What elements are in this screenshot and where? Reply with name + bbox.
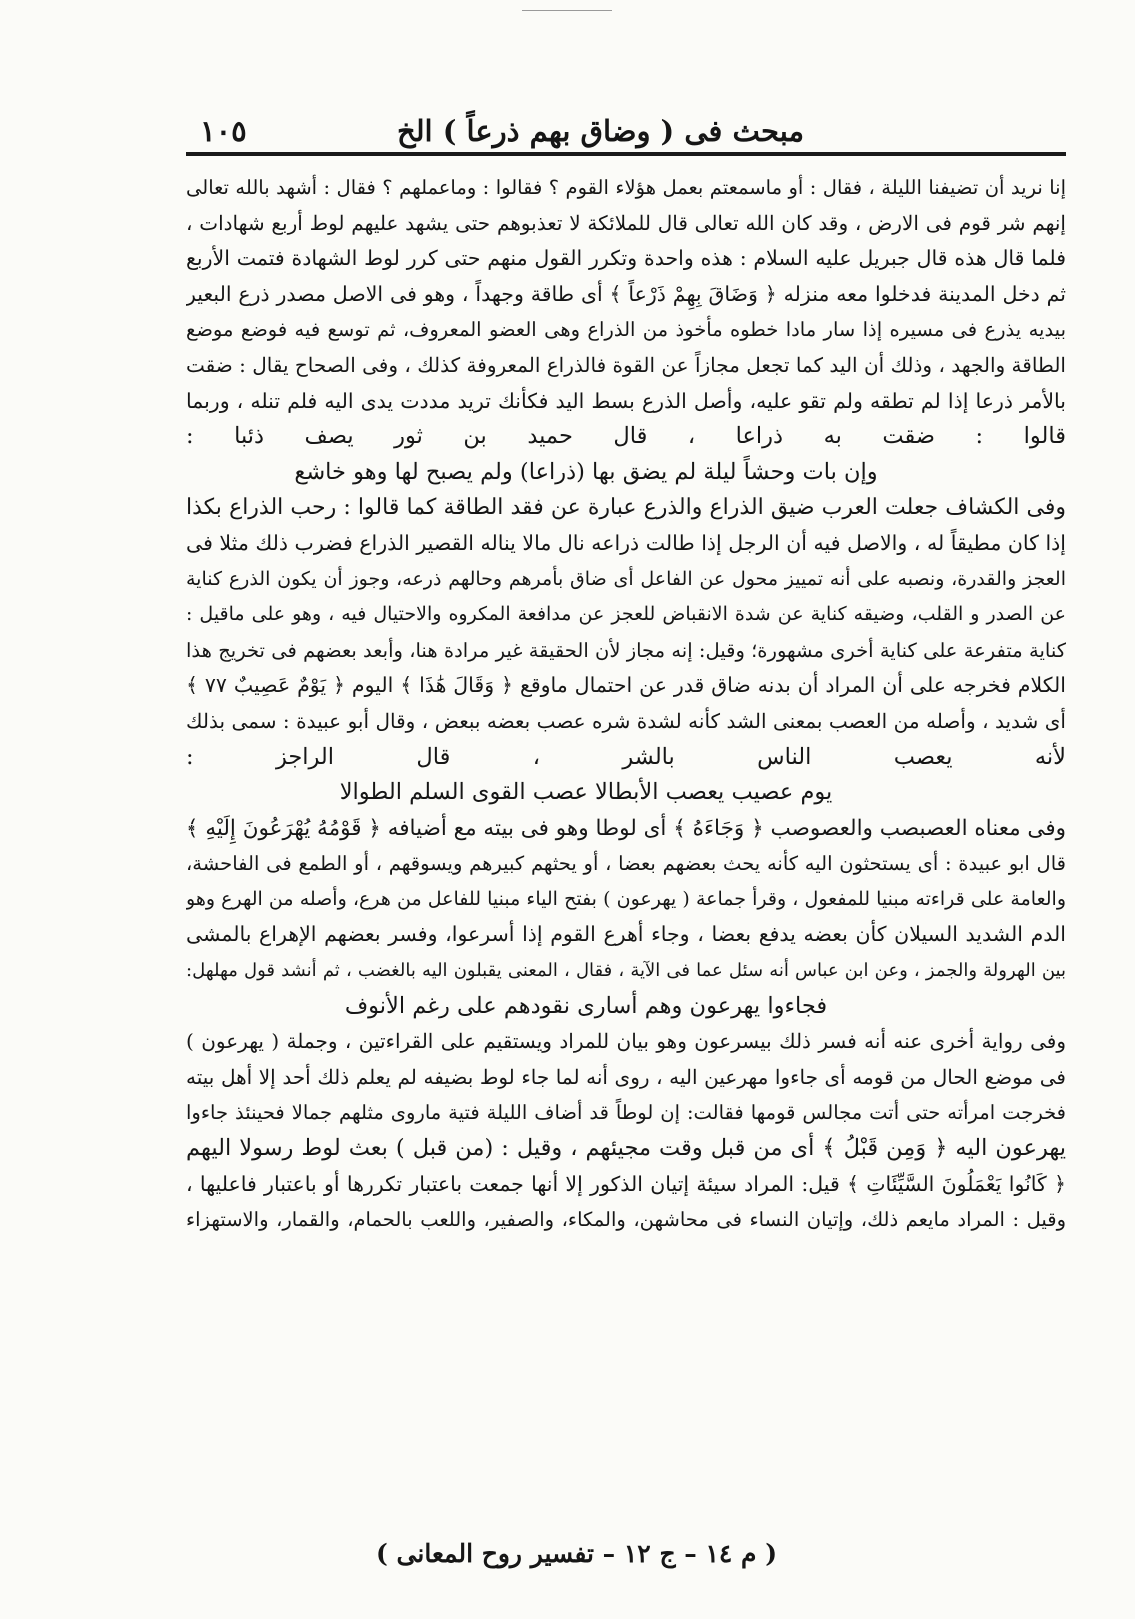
poetry-verse: فجاءوا يهرعون وهم أسارى نقودهم على رغم الأنوف bbox=[344, 992, 828, 1019]
text-line: عن الصدر و القلب، وضيقه كناية عن شدة الانقباض للعجز عن مدافعة المكروه والاحتيال فيه ، وهو على ماقيل : bbox=[186, 603, 1066, 626]
page-header bbox=[186, 108, 1066, 156]
text-line: إنهم شر قوم فى الارض ، وقد كان الله تعالى قال للملائكة لا تعذبوهم حتى يشهد عليهم لوط أربع شهادات ، bbox=[186, 210, 1066, 235]
text-line: بيديه يذرع فى مسيره إذا سار مادا خطوه مأخوذ من الذراع وهى العضو المعروف، ثم توسع فيه فوضع موضع bbox=[186, 318, 1066, 342]
running-title: مبحث فى ( وضاق بهم ذرعاً ) الخ bbox=[396, 114, 804, 148]
text-line: أى شديد ، وأصله من العصب بمعنى الشد كأنه لشدة شره عصب بعضه ببعض ، وقال أبو عبيدة : سمى بذلك bbox=[186, 708, 1066, 733]
text-line: الدم الشديد السيلان كأن بعضه يدفع بعضا ، وجاء أهرع القوم إذا أسرعوا، وفسر بعضهم الإهراع بالمشى bbox=[186, 922, 1066, 947]
page-number: ١٠٥ bbox=[200, 114, 247, 148]
text-line: فلما قال هذه قال جبريل عليه السلام : هذه واحدة وتكرر القول منهم حتى كرر لوط الشهادة فتمت الأربع bbox=[186, 246, 1066, 271]
text-line: لأنه يعصب الناس بالشر ، قال الراجز : bbox=[186, 743, 1066, 770]
body-text bbox=[186, 170, 1066, 1238]
poetry-verse: وإن بات وحشاً ليلة لم يضق بها (ذراعا) ولم يصبح لها وهو خاشع bbox=[294, 458, 878, 485]
top-decorative-rule bbox=[522, 10, 612, 11]
text-line: بين الهرولة والجمز ، وعن ابن عباس أنه سئل عما فى الآية ، فقال ، المعنى يقبلون اليه بالغضب ، ثم أنشد قول مهلهل: bbox=[186, 960, 1066, 982]
text-line: ﴿ كَانُوا يَعْمَلُونَ السَّيِّئَاتِ ﴾ قيل: المراد سيئة إتيان الذكور إلا أنها جمعت باعتبار تكررها أو باعتبار فاعليها ، bbox=[186, 1171, 1066, 1196]
text-line: قالوا : ضقت به ذراعا ، قال حميد بن ثور يصف ذئبا : bbox=[186, 423, 1066, 450]
text-line: بالأمر ذرعا إذا لم تطقه ولم تقو عليه، وأصل الذرع بسط اليد فكأنك تريد مددت يدى اليه فلم تنله ، وربما bbox=[186, 388, 1066, 413]
text-line: ثم دخل المدينة فدخلوا معه منزله ﴿ وَضَاقَ بِهِمْ ذَرْعاً ﴾ أى طاقة وجهداً ، وهو فى الاصل مصدر ذرع البعير bbox=[186, 281, 1066, 306]
text-line: قال ابو عبيدة : أى يستحثون اليه كأنه يحث بعضهم بعضا ، أو يحثهم كبيرهم ويسوقهم ، أو الطمع فى الفاحشة، bbox=[186, 852, 1066, 876]
text-line: يهرعون اليه ﴿ وَمِن قَبْلُ ﴾ أى من قبل وقت مجيئهم ، وقيل : (من قبل ) بعث لوط رسولا اليهم bbox=[186, 1135, 1066, 1162]
text-line: والعامة على قراءته مبنيا للمفعول ، وقرأ جماعة ( يهرعون ) بفتح الياء مبنيا للفاعل من هرع، وأصله من الهرع وهو bbox=[186, 887, 1066, 910]
text-line: الكلام فخرجه على أن المراد أن بدنه ضاق قدر عن احتمال ماوقع ﴿ وَقَالَ هَٰذَا ﴾ اليوم ﴿ يَوْمٌ عَصِيبٌ ٧٧ ﴾ bbox=[186, 673, 1066, 698]
page-footer: ( م ١٤ – ج ١٢ – تفسير روح المعانى ) bbox=[376, 1539, 778, 1568]
header-rule bbox=[186, 152, 1066, 156]
text-line: وفى معناه العصبصب والعصوصب ﴿ وَجَاءَهُ ﴾ أى لوطا وهو فى بيته مع أضيافه ﴿ قَوْمُهُ يُهْرَعُونَ إِلَيْهِ ﴾ bbox=[186, 815, 1066, 841]
text-line: إذا كان مطيقاً له ، والاصل فيه أن الرجل إذا طالت ذراعه نال مالا يناله القصير الذراع فضرب ذلك مثلا فى bbox=[186, 530, 1066, 555]
text-line: كناية متفرعة على كناية أخرى مشهورة؛ وقيل: إنه مجاز لأن الحقيقة غير مرادة هنا، وأبعد بعضهم فى تخريج هذا bbox=[186, 638, 1066, 662]
text-line: وفى الكشاف جعلت العرب ضيق الذراع والذرع عبارة عن فقد الطاقة كما قالوا : رحب الذراع بكذا bbox=[186, 495, 1066, 521]
text-line: وقيل : المراد مايعم ذلك، وإتيان النساء فى محاشهن، والمكاء، والصفير، واللعب بالحمام، والقمار، والاستهزاء bbox=[186, 1208, 1066, 1232]
text-line: فخرجت امرأته حتى أتت مجالس قومها فقالت: إن لوطاً قد أضاف الليلة فتية ماروى مثلهم جمالا فحينئذ جاءوا bbox=[186, 1101, 1066, 1125]
text-line: وفى رواية أخرى عنه أنه فسر ذلك بيسرعون وهو بيان للمراد ويستقيم على القراءتين ، وجملة ( يهرعون ) bbox=[186, 1029, 1066, 1054]
text-line: الطاقة والجهد ، وذلك أن اليد كما تجعل مجازاً عن القوة فالذراع المعروفة كذلك ، وفى الصحاح يقال : ضقت bbox=[186, 352, 1066, 377]
text-line: فى موضع الحال من قومه أى جاءوا مهرعين اليه ، روى أنه لما جاء لوط بضيفه لم يعلم ذلك أحد إلا أهل بيته bbox=[186, 1064, 1066, 1089]
page bbox=[186, 108, 1066, 1568]
poetry-verse: يوم عصيب يعصب الأبطالا عصب القوى السلم الطوالا bbox=[339, 779, 833, 806]
text-line: العجز والقدرة، ونصبه على أنه تمييز محول عن الفاعل أى ضاق بأمرهم وحالهم ذرعه، وجوز أن يكون الذرع كناية bbox=[186, 567, 1066, 590]
text-line: إنا نريد أن تضيفنا الليلة ، فقال : أو ماسمعتم بعمل هؤلاء القوم ؟ فقالوا : وماعملهم ؟ فقال : أشهد بالله تعالى bbox=[186, 176, 1066, 199]
